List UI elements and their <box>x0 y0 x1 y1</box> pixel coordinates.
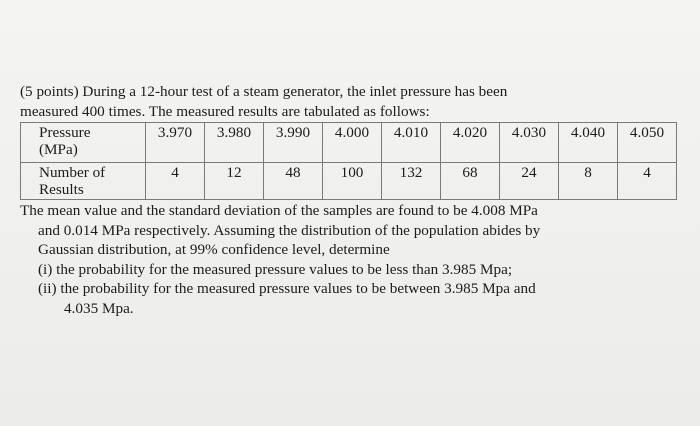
count-cell: 12 <box>205 163 264 200</box>
problem-document <box>18 82 678 318</box>
body-line-3: Gaussian distribution, at 99% confidence level, determine <box>38 241 390 258</box>
pressure-cell: 4.040 <box>559 123 618 163</box>
count-cell: 48 <box>264 163 323 200</box>
question-item-2-line-2: 4.035 Mpa. <box>64 299 134 317</box>
intro-line-2: measured 400 times. The measured results are tabulated as follows: <box>20 102 430 120</box>
count-cell: 68 <box>441 163 500 200</box>
count-cell: 4 <box>618 163 677 200</box>
pressure-cell: 4.030 <box>500 123 559 163</box>
pressure-cell: 3.970 <box>146 123 205 163</box>
results-header <box>21 163 146 200</box>
results-header-line-1: Number of <box>39 164 106 181</box>
problem-body <box>18 201 678 318</box>
question-item-1: (i) the probability for the measured pressure values to be less than 3.985 Mpa; <box>38 260 513 278</box>
body-line-2: and 0.014 MPa respectively. Assuming the distribution of the population abides by <box>38 221 541 239</box>
count-cell: 100 <box>323 163 382 200</box>
count-cell: 132 <box>382 163 441 200</box>
pressure-header-line-1: Pressure <box>39 124 91 141</box>
measurement-table <box>20 122 677 200</box>
pressure-header <box>21 123 146 163</box>
question-item-2-line-1: (ii) the probability for the measured pressure values to be between 3.985 Mpa and <box>38 280 536 297</box>
pressure-cell: 4.020 <box>441 123 500 163</box>
results-row <box>21 163 677 200</box>
pressure-row <box>21 123 677 163</box>
pressure-cell: 4.050 <box>618 123 677 163</box>
pressure-cell: 4.010 <box>382 123 441 163</box>
count-cell: 4 <box>146 163 205 200</box>
count-cell: 24 <box>500 163 559 200</box>
count-cell: 8 <box>559 163 618 200</box>
intro-line-1: (5 points) During a 12-hour test of a steam generator, the inlet pressure has been <box>20 83 508 100</box>
body-line-1: The mean value and the standard deviation of the samples are found to be 4.008 MPa <box>20 202 538 219</box>
pressure-cell: 3.980 <box>205 123 264 163</box>
pressure-header-line-2: (MPa) <box>39 141 78 158</box>
results-header-line-2: Results <box>39 181 84 198</box>
pressure-cell: 3.990 <box>264 123 323 163</box>
pressure-cell: 4.000 <box>323 123 382 163</box>
